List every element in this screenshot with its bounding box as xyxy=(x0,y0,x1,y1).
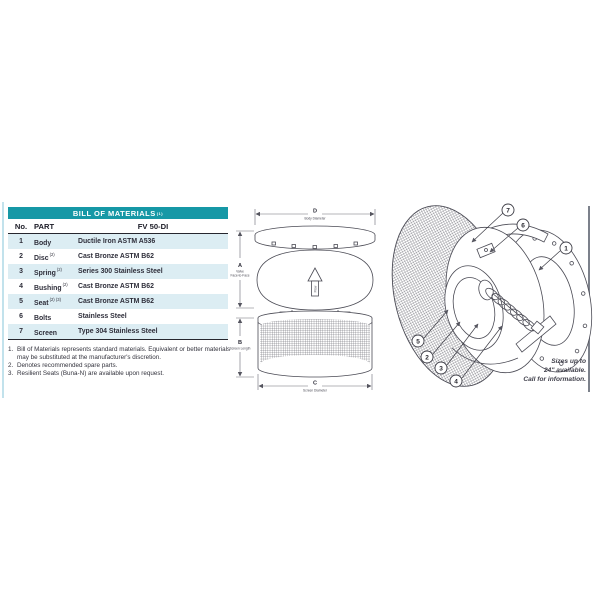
footnotes xyxy=(8,346,232,378)
cell-part xyxy=(34,267,78,277)
dim-a-letter: A xyxy=(237,263,243,269)
flow-label: Flow xyxy=(313,285,318,293)
dim-d-label: Body Diameter xyxy=(304,216,326,221)
table-row xyxy=(8,309,228,324)
table-header-row xyxy=(8,219,228,234)
table-row xyxy=(8,294,228,309)
flange-bolt xyxy=(313,246,317,249)
cell-part xyxy=(34,282,78,292)
cell-material: Stainless Steel xyxy=(78,313,127,320)
cell-part xyxy=(34,252,78,262)
flange-bolt xyxy=(354,242,358,245)
dim-a-label-1: Valve xyxy=(236,269,244,274)
dimension-drawing xyxy=(228,196,400,400)
part-footnote-marker: (2) xyxy=(62,281,68,287)
cell-part xyxy=(34,327,78,337)
flange-bolt xyxy=(334,245,338,248)
part-name: Bushing xyxy=(34,284,62,292)
dim-c-letter: C xyxy=(312,380,318,387)
cell-no: 6 xyxy=(19,313,23,320)
part-name: Body xyxy=(34,239,52,247)
callout-3-number: 3 xyxy=(439,365,443,373)
flange-bolt xyxy=(272,242,276,245)
footnote-text: Resilient Seats (Buna-N) are available upon request. xyxy=(17,370,165,377)
sizes-note-line: Sizes up to xyxy=(551,358,586,365)
bill-of-materials-table xyxy=(8,207,228,340)
footnote-2 xyxy=(8,362,232,370)
sizes-note-line: 24" available. xyxy=(544,367,586,374)
dim-b-letter: B xyxy=(237,340,243,346)
table-row xyxy=(8,249,228,264)
cell-material: Cast Bronze ASTM B62 xyxy=(78,253,154,260)
left-accent-line xyxy=(2,202,4,398)
dim-c-label: Screen Diameter xyxy=(303,388,327,393)
part-footnote-marker: (2) (3) xyxy=(49,296,61,302)
table-row xyxy=(8,234,228,249)
cell-no: 1 xyxy=(19,238,23,245)
column-header-no: No. xyxy=(14,221,28,231)
sizes-note xyxy=(462,357,586,384)
cell-part xyxy=(34,312,78,322)
part-name: Spring xyxy=(34,269,56,277)
callout-5-number: 5 xyxy=(416,338,420,346)
cell-material: Cast Bronze ASTM B62 xyxy=(78,298,154,305)
callout-1-number: 1 xyxy=(564,245,568,253)
cell-material: Ductile Iron ASTM A536 xyxy=(78,238,156,245)
table-row xyxy=(8,279,228,294)
footnote-text: Denotes recommended spare parts. xyxy=(17,362,118,369)
part-name: Screen xyxy=(34,329,57,337)
part-name: Seat xyxy=(34,299,49,307)
callout-7-number: 7 xyxy=(506,207,510,215)
sizes-note-line: Call for information. xyxy=(523,376,586,383)
cell-material: Cast Bronze ASTM B62 xyxy=(78,283,154,290)
callout-4-number: 4 xyxy=(454,378,458,386)
part-name: Disc xyxy=(34,254,49,262)
flange-bolt xyxy=(292,245,296,248)
cell-no: 7 xyxy=(19,328,23,335)
callout-2-number: 2 xyxy=(425,354,429,362)
cell-part xyxy=(34,297,78,307)
screen-bottom xyxy=(258,368,372,377)
footnote-number: 1. xyxy=(8,346,14,353)
cell-material: Series 300 Stainless Steel xyxy=(78,268,163,275)
callout-6-number: 6 xyxy=(521,222,525,230)
table-title xyxy=(8,207,228,219)
part-footnote-marker: (2) xyxy=(49,251,55,257)
table-row xyxy=(8,264,228,279)
column-header-model: FV 50-DI xyxy=(137,221,169,231)
footnote-number: 3. xyxy=(8,370,14,377)
footnote-number: 2. xyxy=(8,362,14,369)
dim-a-label-2: Face-to-Face xyxy=(230,273,250,278)
cell-no: 5 xyxy=(19,298,23,305)
column-header-part: PART xyxy=(34,221,55,231)
cell-no: 3 xyxy=(19,268,23,275)
part-footnote-marker: (2) xyxy=(56,266,62,272)
footnote-3 xyxy=(8,370,232,378)
part-name: Bolts xyxy=(34,314,52,322)
table-title-text: BILL OF MATERIALS xyxy=(72,208,156,218)
table-title-footnote-marker: (1) xyxy=(156,210,164,216)
cell-no: 2 xyxy=(19,253,23,260)
footnote-1 xyxy=(8,346,232,362)
table-row xyxy=(8,324,228,339)
cell-no: 4 xyxy=(19,283,23,290)
cell-material: Type 304 Stainless Steel xyxy=(78,328,158,335)
cell-part xyxy=(34,237,78,247)
screen-mesh xyxy=(260,319,370,364)
table-body xyxy=(8,234,228,340)
footnote-text: Bill of Materials represents standard materials. Equivalent or better materials may be substituted at the manufacturer's discretion. xyxy=(17,346,231,361)
dim-b-label: Screen Length xyxy=(229,346,251,351)
dim-d-letter: D xyxy=(312,208,318,215)
